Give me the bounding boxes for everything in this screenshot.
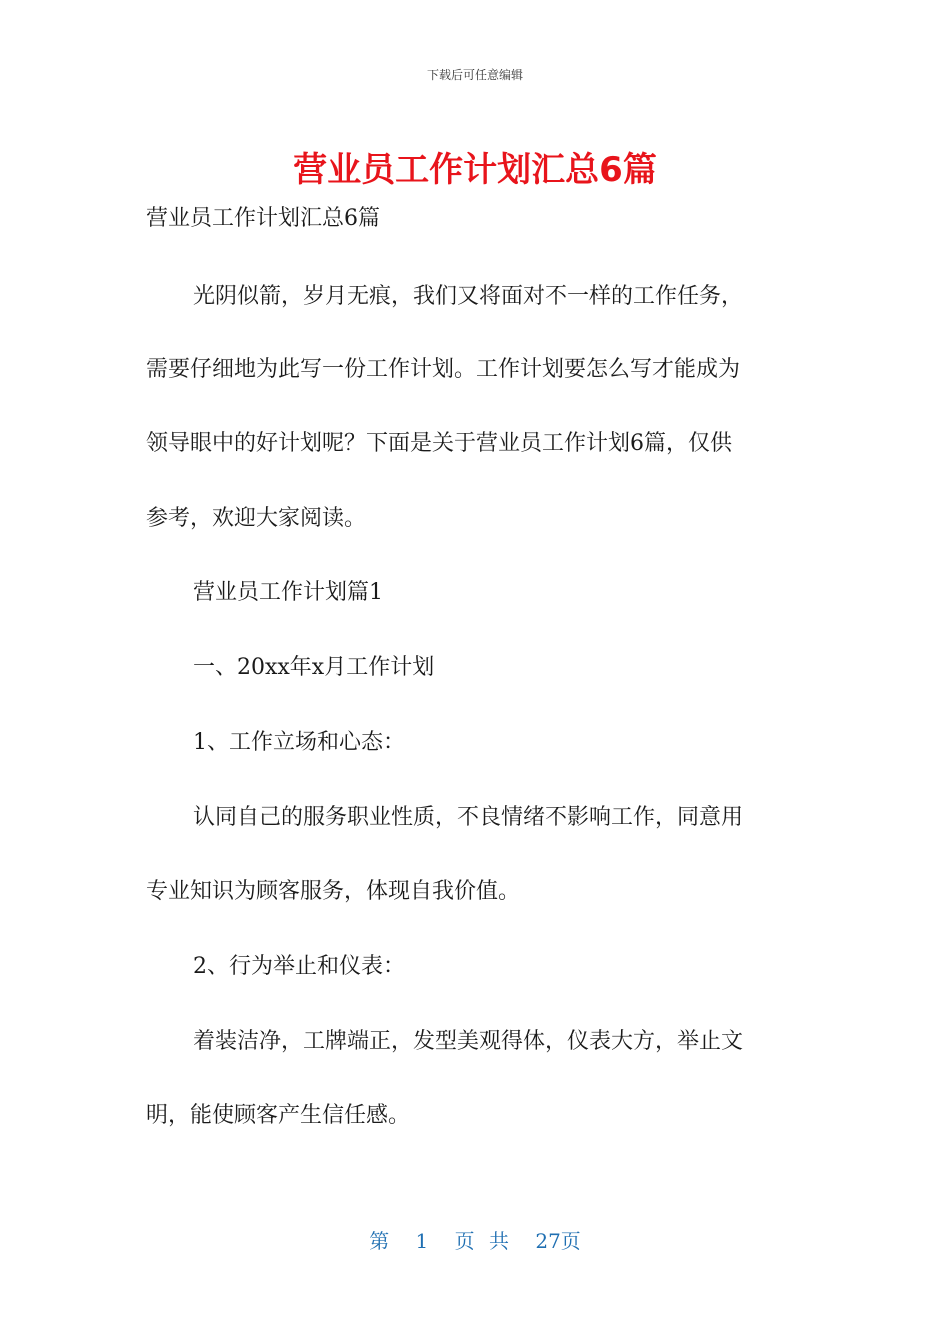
paragraph-line: 认同自己的服务职业性质，不良情绪不影响工作，同意用 — [193, 805, 744, 830]
subtitle-line: 营业员工作计划汇总6篇 — [146, 206, 380, 231]
footer-total-pages: 27页 — [535, 1229, 581, 1253]
footer-middle: 页 共 — [454, 1229, 509, 1253]
item-heading: 2、行为举止和仪表： — [193, 954, 405, 979]
paragraph-line: 领导眼中的好计划呢？下面是关于营业员工作计划6篇，仅供 — [146, 431, 732, 456]
paragraph-line: 参考，欢迎大家阅读。 — [146, 506, 367, 531]
item-heading: 1、工作立场和心态： — [193, 730, 405, 755]
page-footer — [0, 1225, 950, 1254]
paragraph-line: 专业知识为顾客服务，体现自我价值。 — [146, 879, 521, 904]
footer-prefix: 第 — [369, 1229, 390, 1253]
document-title: 营业员工作计划汇总6篇 — [293, 150, 657, 190]
footer-page-number: 1 — [415, 1229, 429, 1253]
page-header-note: 下载后可任意编辑 — [426, 68, 523, 82]
subsection-heading: 一、20xx年x月工作计划 — [193, 655, 435, 680]
paragraph-line: 光阴似箭，岁月无痕，我们又将面对不一样的工作任务， — [193, 284, 744, 309]
paragraph-line: 明，能使顾客产生信任感。 — [146, 1103, 411, 1128]
section-heading: 营业员工作计划篇1 — [193, 580, 383, 605]
paragraph-line: 需要仔细地为此写一份工作计划。工作计划要怎么写才能成为 — [146, 357, 741, 382]
paragraph-line: 着装洁净，工牌端正，发型美观得体，仪表大方，举止文 — [193, 1029, 744, 1054]
